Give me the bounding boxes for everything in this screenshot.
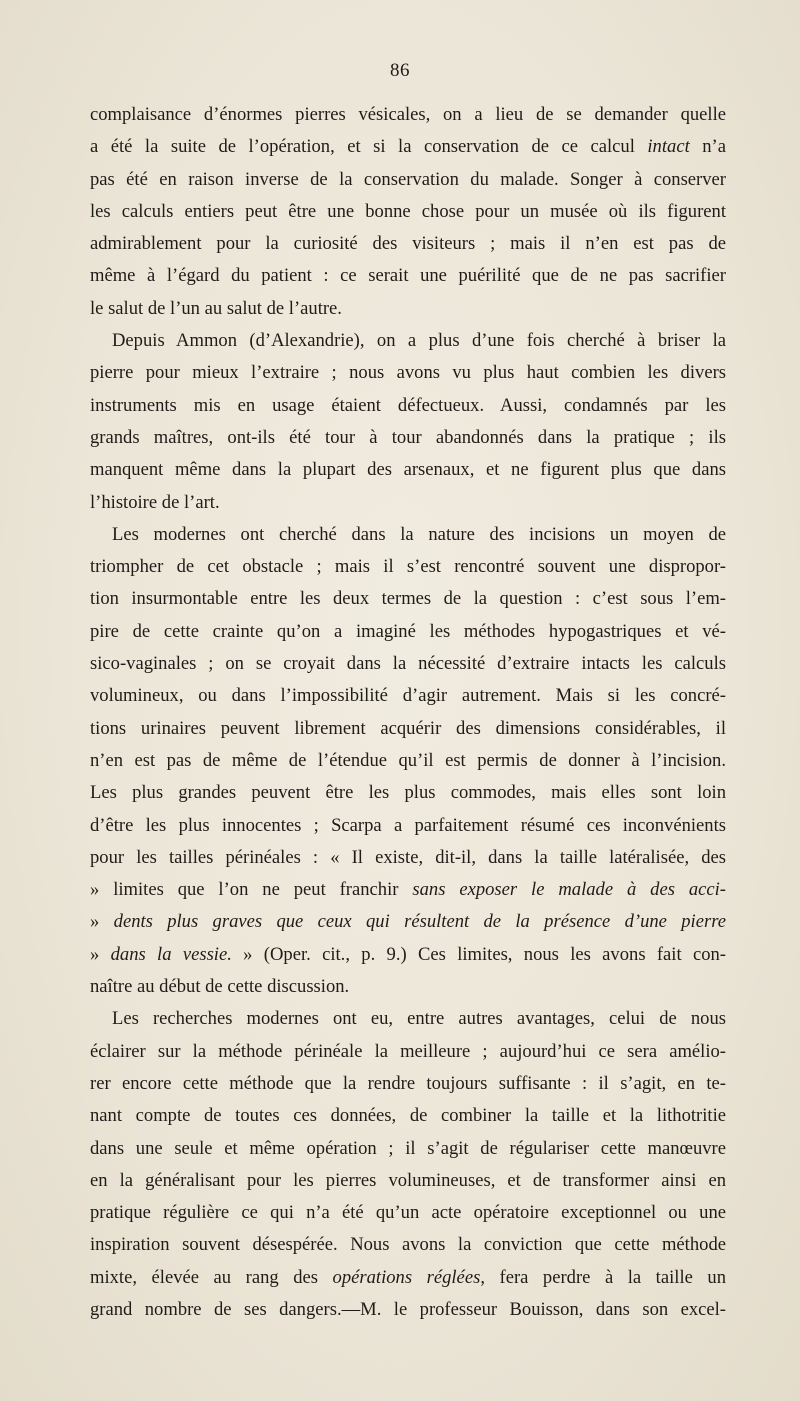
text-segment: les calculs entiers peut être une bonne chose pour un musée où ils figurent: [90, 200, 726, 222]
text-line: [90, 616, 726, 648]
text-segment: pas été en raison inverse de la conservation du malade. Songer à conserver: [90, 168, 726, 190]
text-segment: grands maîtres, ont-ils été tour à tour abandonnés dans la pratique ; ils: [90, 426, 726, 448]
text-line: [90, 293, 726, 325]
text-segment: , fera perdre à la taille un: [480, 1266, 726, 1288]
italic-text: intact: [647, 136, 690, 158]
text-line: [90, 1165, 726, 1197]
text-line: [90, 1197, 726, 1229]
text-line: [90, 164, 726, 196]
text-segment: complaisance d’énormes pierres vésicales, on a lieu de se demander quelle: [90, 104, 726, 125]
text-line: [90, 1229, 726, 1261]
text-segment: mixte, élevée au rang des: [90, 1266, 333, 1288]
text-segment: pire de cette crainte qu’on a imaginé les méthodes hypogastriques et vé-: [90, 620, 726, 642]
text-line: [90, 260, 726, 292]
italic-text: dans la vessie.: [110, 943, 232, 965]
text-line: [90, 842, 726, 874]
text-segment: tions urinaires peuvent librement acquérir des dimensions considérables, il: [90, 717, 726, 739]
text-segment: d’être les plus innocentes ; Scarpa a parfaitement résumé ces inconvénients: [90, 814, 726, 836]
text-segment: le salut de l’un au salut de l’autre.: [90, 297, 342, 319]
text-line: [90, 519, 726, 551]
text-segment: nant compte de toutes ces données, de combiner la taille et la lithotritie: [90, 1105, 726, 1127]
text-segment: Les plus grandes peuvent être les plus commodes, mais elles sont loin: [90, 782, 726, 804]
italic-text: opérations réglées: [332, 1266, 481, 1288]
text-segment: tion insurmontable entre les deux termes de la question : c’est sous l’em-: [90, 588, 726, 610]
text-line: [90, 422, 726, 454]
text-line: [90, 583, 726, 615]
text-segment: sico-vaginales ; on se croyait dans la nécessité d’extraire intacts les calculs: [90, 653, 726, 675]
text-segment: Les recherches modernes ont eu, entre autres avantages, celui de nous: [112, 1008, 726, 1030]
text-line: [90, 874, 726, 906]
text-line: [90, 777, 726, 809]
text-line: [90, 971, 726, 1003]
text-segment: inspiration souvent désespérée. Nous avons la conviction que cette méthode: [90, 1234, 726, 1256]
body-text: [90, 99, 726, 1326]
text-segment: dans une seule et même opération ; il s’agit de régulariser cette manœuvre: [90, 1137, 726, 1159]
text-line: [90, 680, 726, 712]
text-line: [90, 1294, 726, 1326]
text-segment: même à l’égard du patient : ce serait une puérilité que de ne pas sacrifier: [90, 265, 726, 287]
text-segment: n’en est pas de même de l’étendue qu’il est permis de donner à l’incision.: [90, 749, 726, 771]
text-line: [90, 1068, 726, 1100]
text-segment: pierre pour mieux l’extraire ; nous avons vu plus haut combien les divers: [90, 362, 726, 384]
text-segment: pratique régulière ce qui n’a été qu’un acte opératoire exceptionnel ou une: [90, 1202, 726, 1224]
text-segment: rer encore cette méthode que la rendre toujours suffisante : il s’agit, en te-: [90, 1072, 726, 1094]
page-number: 86: [390, 60, 410, 81]
text-segment: grand nombre de ses dangers.—M. le professeur Bouisson, dans son excel-: [90, 1298, 726, 1320]
text-segment: l’histoire de l’art.: [90, 491, 220, 513]
text-line: [90, 713, 726, 745]
text-line: [90, 1133, 726, 1165]
text-segment: volumineux, ou dans l’impossibilité d’agir autrement. Mais si les concré-: [90, 685, 726, 707]
text-segment: Depuis Ammon (d’Alexandrie), on a plus d’une fois cherché à briser la: [112, 330, 726, 352]
text-segment: en la généralisant pour les pierres volumineuses, et de transformer ainsi en: [90, 1169, 726, 1191]
text-line: [90, 810, 726, 842]
text-segment: manquent même dans la plupart des arsenaux, et ne figurent plus que dans: [90, 459, 726, 481]
text-line: [90, 454, 726, 486]
text-segment: pour les tailles périnéales : « Il existe, dit-il, dans la taille latéralisée, des: [90, 846, 726, 868]
text-line: [90, 357, 726, 389]
text-segment: naître au début de cette discussion.: [90, 976, 350, 998]
text-line: [90, 939, 726, 971]
italic-text: sans exposer le malade à des acci-: [412, 879, 726, 901]
text-line: [90, 390, 726, 422]
text-line: [90, 99, 726, 131]
text-line: [90, 196, 726, 228]
text-line: [90, 1036, 726, 1068]
text-segment: Les modernes ont cherché dans la nature des incisions un moyen de: [112, 523, 726, 545]
text-line: [90, 1100, 726, 1132]
text-line: [90, 906, 726, 938]
text-segment: n’a: [689, 136, 726, 158]
text-segment: admirablement pour la curiosité des visiteurs ; mais il n’en est pas de: [90, 233, 726, 255]
text-line: [90, 551, 726, 583]
text-line: [90, 1262, 726, 1294]
text-line: [90, 1003, 726, 1035]
text-segment: »: [90, 943, 111, 965]
italic-text: dents plus graves que ceux qui résultent de la présence d’une pierre: [113, 911, 726, 933]
text-segment: » (Oper. cit., p. 9.) Ces limites, nous les avons fait con-: [231, 943, 726, 965]
text-line: [90, 325, 726, 357]
text-segment: triompher de cet obstacle ; mais il s’est rencontré souvent une dispropor-: [90, 556, 726, 578]
text-line: [90, 131, 726, 163]
text-line: [90, 648, 726, 680]
text-line: [90, 487, 726, 519]
text-segment: instruments mis en usage étaient défectueux. Aussi, condamnés par les: [90, 394, 726, 416]
text-segment: » limites que l’on ne peut franchir: [90, 879, 413, 901]
text-segment: »: [90, 911, 114, 933]
text-segment: éclairer sur la méthode périnéale la meilleure ; aujourd’hui ce sera amélio-: [90, 1040, 726, 1062]
text-line: [90, 228, 726, 260]
text-line: [90, 745, 726, 777]
text-segment: a été la suite de l’opération, et si la conservation de ce calcul: [90, 136, 648, 158]
